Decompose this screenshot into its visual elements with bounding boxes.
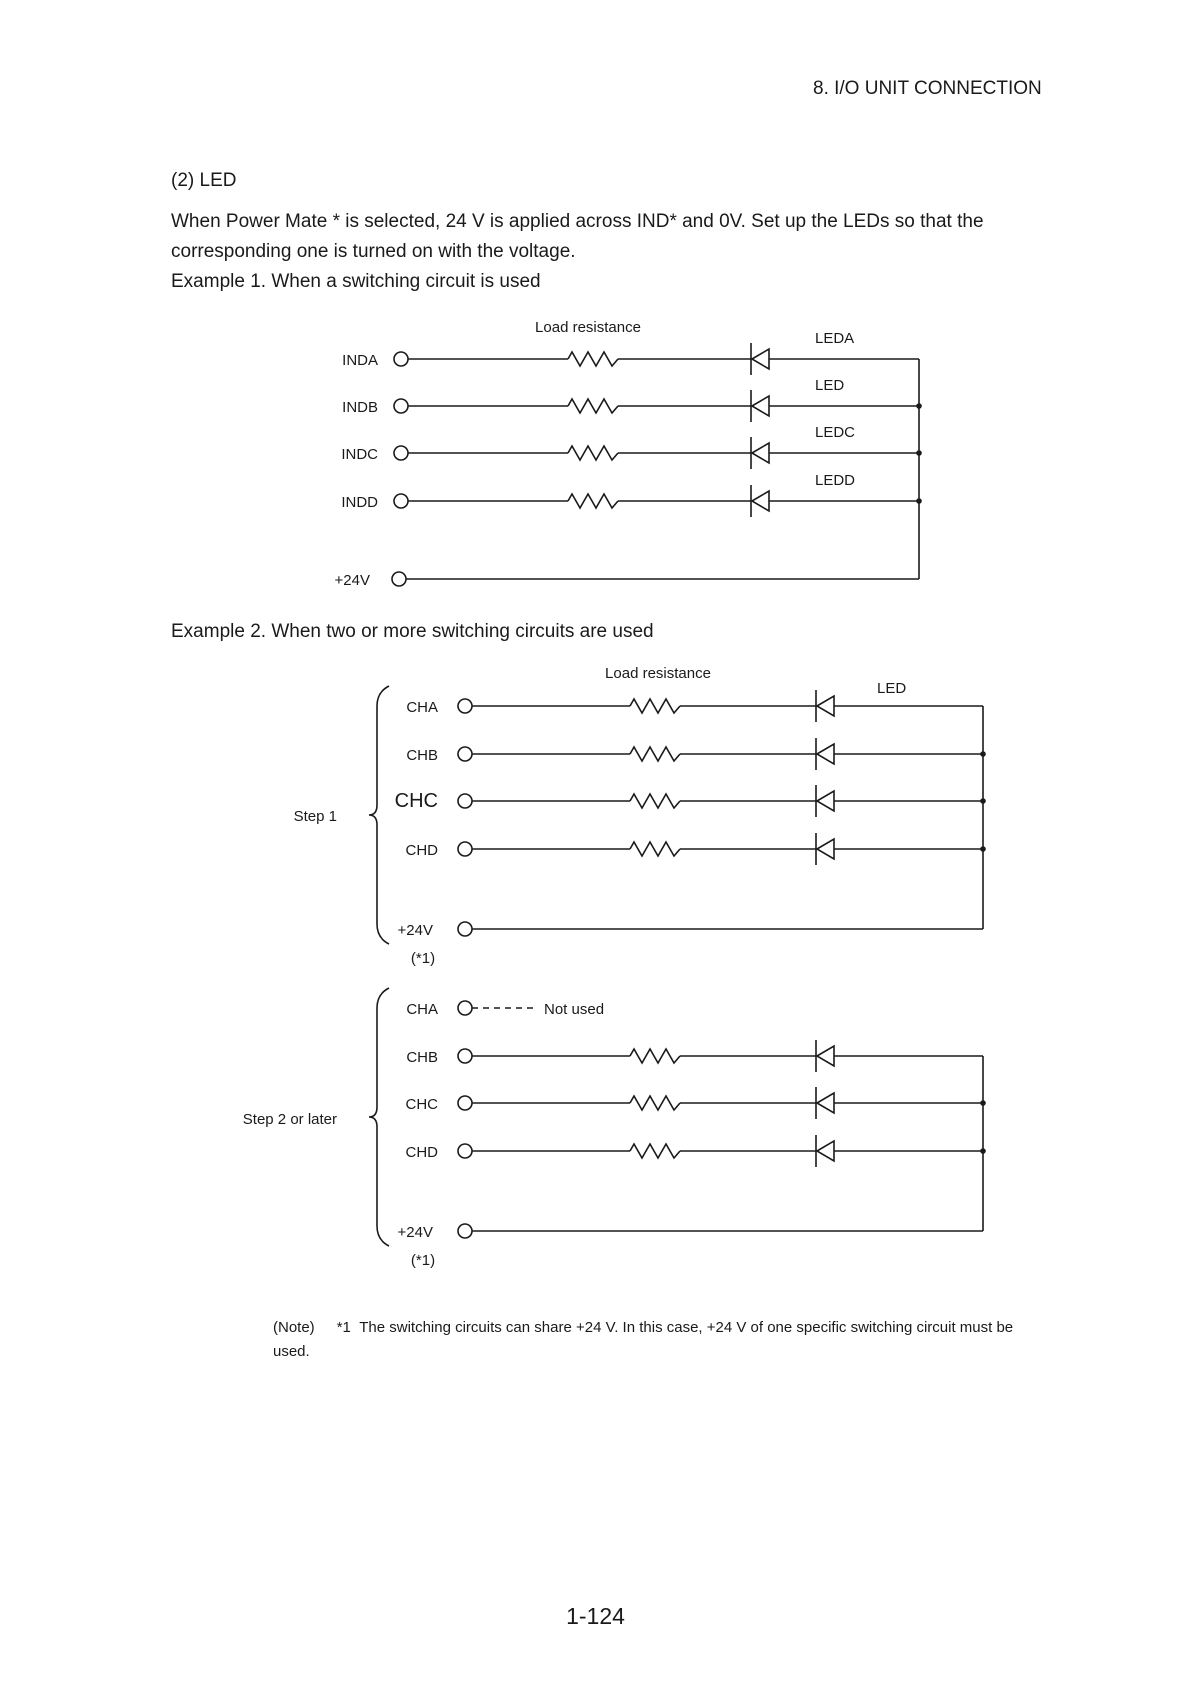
note-text: The switching circuits can share +24 V. In this case, +24 V of one specific switching circuit must be used. [273, 1319, 1014, 1360]
terminal-circle [458, 1224, 472, 1238]
terminal-circle [458, 794, 472, 808]
page-number: 1-124 [566, 1603, 625, 1629]
terminal-circle [458, 1001, 472, 1015]
chapter-header: 8. I/O UNIT CONNECTION [813, 78, 1042, 99]
section-title: (2) LED [171, 170, 237, 191]
resistor-symbol [630, 1144, 680, 1158]
example-2-heading: Example 2. When two or more switching circuits are used [171, 621, 654, 642]
terminal-circle [458, 699, 472, 713]
supply-label: +24V [397, 922, 433, 939]
terminal-circle [394, 352, 408, 366]
resistor-symbol [568, 399, 618, 413]
body-line-1: When Power Mate * is selected, 24 V is applied across IND* and 0V. Set up the LEDs so that the [171, 211, 984, 232]
note-label: (Note) [273, 1319, 315, 1336]
led-label-1: LED [815, 377, 845, 394]
resistor-symbol [568, 494, 618, 508]
terminal-circle [458, 1049, 472, 1063]
terminal-circle [394, 399, 408, 413]
channel-label-indb: INDB [342, 399, 378, 416]
terminal-circle [458, 747, 472, 761]
diode-symbol [752, 349, 769, 369]
diode-symbol [752, 491, 769, 511]
led-label-2: LEDC [815, 424, 856, 441]
channel-label-chc: CHC [405, 1096, 438, 1113]
diode-symbol [817, 1093, 834, 1113]
channel-label-chb: CHB [406, 1049, 438, 1066]
led-label-0: LEDA [815, 330, 855, 347]
load-resistance-label-2: Load resistance [605, 665, 711, 682]
diode-symbol [817, 839, 834, 859]
channel-label-inda: INDA [342, 352, 378, 369]
step-brace [369, 988, 389, 1246]
diode-symbol [752, 396, 769, 416]
diagram-example-2 [243, 665, 986, 1269]
terminal-circle [392, 572, 406, 586]
resistor-symbol [568, 352, 618, 366]
footnote [273, 1316, 1033, 1364]
resistor-symbol [630, 699, 680, 713]
diode-symbol [817, 696, 834, 716]
channel-label-cha: CHA [406, 1001, 438, 1018]
resistor-symbol [630, 1096, 680, 1110]
terminal-circle [458, 842, 472, 856]
not-used-label: Not used [544, 1001, 605, 1018]
resistor-symbol [630, 747, 680, 761]
note-ref: *1 [336, 1319, 351, 1336]
channel-label-chd: CHD [405, 1144, 438, 1161]
note-ref-marker: (*1) [410, 1252, 436, 1269]
channel-label-cha: CHA [406, 699, 438, 716]
diode-symbol [752, 443, 769, 463]
diode-symbol [817, 744, 834, 764]
terminal-circle [394, 446, 408, 460]
load-resistance-label: Load resistance [535, 319, 641, 336]
diagram-example-1 [335, 319, 922, 589]
resistor-symbol [630, 842, 680, 856]
terminal-circle [394, 494, 408, 508]
led-label-2: LED [877, 680, 907, 697]
diode-symbol [817, 1046, 834, 1066]
step-brace [369, 686, 389, 944]
body-line-2: corresponding one is turned on with the voltage. [171, 241, 576, 262]
supply-label: +24V [397, 1224, 433, 1241]
channel-label-indd: INDD [341, 494, 378, 511]
note-ref-marker: (*1) [410, 950, 436, 967]
example-1-heading: Example 1. When a switching circuit is used [171, 271, 541, 292]
led-label-3: LEDD [815, 472, 856, 489]
terminal-circle [458, 1144, 472, 1158]
diode-symbol [817, 1141, 834, 1161]
channel-label-chc: CHC [394, 790, 438, 812]
resistor-symbol [568, 446, 618, 460]
step-label: Step 2 or later [242, 1111, 337, 1128]
channel-label-indc: INDC [341, 446, 378, 463]
terminal-circle [458, 1096, 472, 1110]
channel-label-chb: CHB [406, 747, 438, 764]
terminal-circle [458, 922, 472, 936]
channel-label-chd: CHD [405, 842, 438, 859]
diode-symbol [817, 791, 834, 811]
step-label: Step 1 [293, 808, 337, 825]
resistor-symbol [630, 794, 680, 808]
resistor-symbol [630, 1049, 680, 1063]
supply-label: +24V [334, 572, 370, 589]
